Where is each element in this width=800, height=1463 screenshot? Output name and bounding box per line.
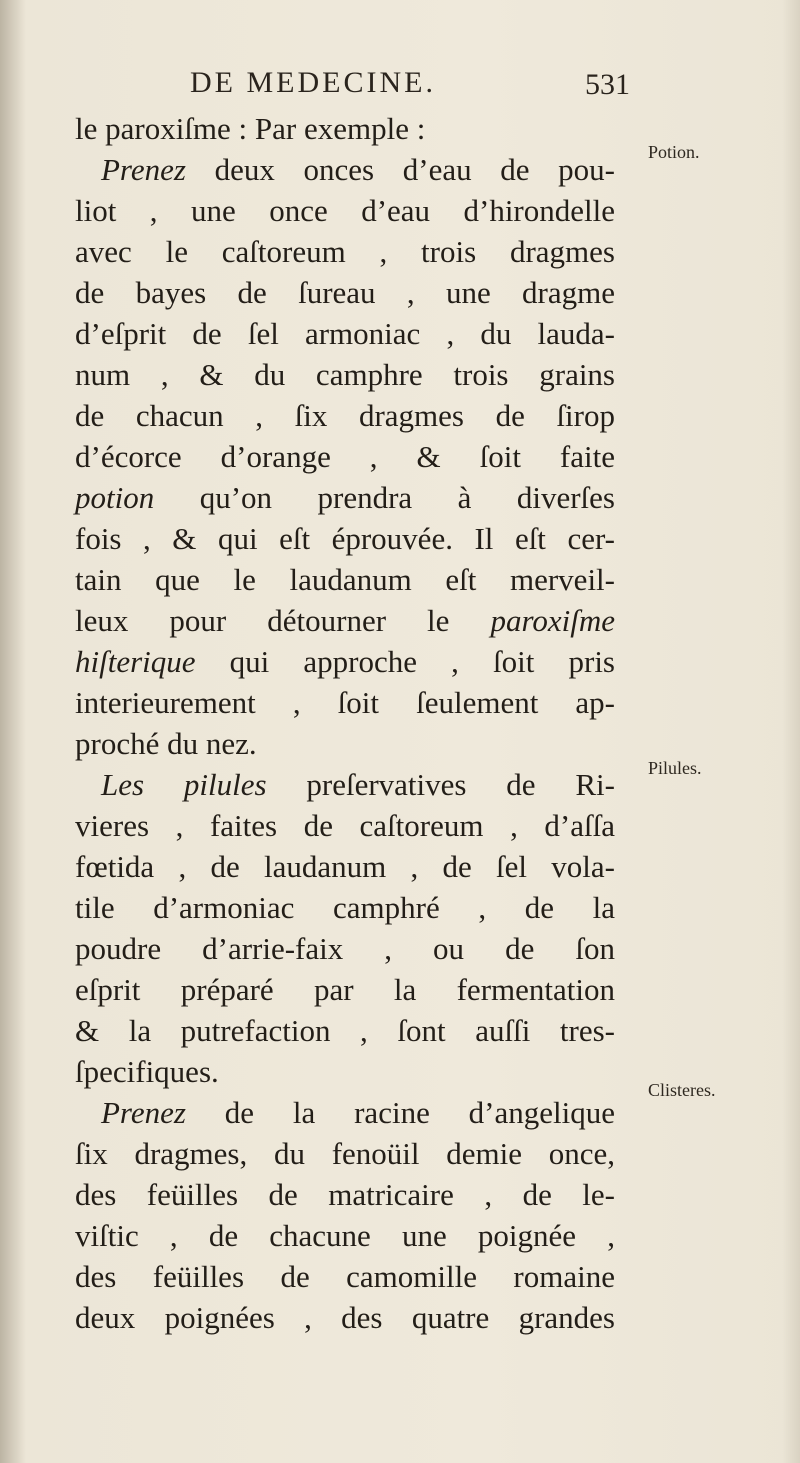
text-segment: fois , & qui eſt éprouvée. Il eſt cer-	[75, 521, 615, 556]
text-segment: tile d’armoniac camphré , de la	[75, 890, 615, 925]
text-line	[75, 108, 615, 149]
page-number: 531	[585, 68, 630, 101]
text-line	[75, 518, 615, 559]
text-line	[75, 1051, 615, 1092]
text-line	[75, 395, 615, 436]
text-segment: vieres , faites de caſtoreum , d’aſſa	[75, 808, 615, 843]
text-segment: leux pour détourner le	[75, 603, 491, 638]
text-segment: poudre d’arrie-faix , ou de ſon	[75, 931, 615, 966]
text-segment: deux poignées , des quatre grandes	[75, 1300, 615, 1335]
italic-segment: hiſterique	[75, 644, 196, 679]
running-title: DE MEDECINE.	[190, 66, 436, 99]
text-line	[75, 723, 615, 764]
text-segment: preſervatives de Ri-	[266, 767, 615, 802]
text-segment: des feüilles de matricaire , de le-	[75, 1177, 615, 1212]
text-segment: ſpecifiques.	[75, 1054, 219, 1089]
text-segment: eſprit préparé par la fermentation	[75, 972, 615, 1007]
text-line	[75, 354, 615, 395]
text-line	[75, 231, 615, 272]
text-segment: tain que le laudanum eſt merveil-	[75, 562, 615, 597]
text-segment: interieurement , ſoit ſeulement ap-	[75, 685, 615, 720]
italic-segment: paroxiſme	[490, 603, 615, 638]
text-segment: qu’on prendra à diverſes	[154, 480, 615, 515]
text-segment: viſtic , de chacune une poignée ,	[75, 1218, 615, 1253]
text-segment: deux onces d’eau de pou-	[185, 152, 615, 187]
margin-note-clisteres: Clisteres.	[648, 1080, 716, 1100]
text-segment: d’écorce d’orange , & ſoit faite	[75, 439, 615, 474]
text-line	[75, 641, 615, 682]
text-line	[75, 682, 615, 723]
text-segment: ſix dragmes, du fenoüil demie once,	[75, 1136, 615, 1171]
text-segment: liot , une once d’eau d’hirondelle	[75, 193, 615, 228]
text-segment: de chacun , ſix dragmes de ſirop	[75, 398, 615, 433]
italic-segment: Les pilules	[101, 767, 267, 802]
text-line	[75, 190, 615, 231]
text-line	[75, 272, 615, 313]
text-line	[75, 928, 615, 969]
italic-segment: Prenez	[101, 1095, 186, 1130]
text-line	[75, 1092, 615, 1133]
text-line	[75, 1297, 615, 1338]
text-line	[75, 1010, 615, 1051]
text-segment: de bayes de ſureau , une dragme	[75, 275, 615, 310]
page-gutter	[0, 0, 26, 1463]
italic-segment: Prenez	[101, 152, 186, 187]
text-line	[75, 1256, 615, 1297]
margin-note-potion: Potion.	[648, 142, 700, 162]
italic-segment: potion	[75, 480, 155, 515]
text-segment: d’eſprit de ſel armoniac , du lauda-	[75, 316, 615, 351]
text-segment: avec le caſtoreum , trois dragmes	[75, 234, 615, 269]
text-line	[75, 149, 615, 190]
text-line	[75, 1215, 615, 1256]
text-line	[75, 313, 615, 354]
body-text	[75, 108, 615, 1338]
text-line	[75, 887, 615, 928]
text-segment: & la putrefaction , ſont auſſi tres-	[75, 1013, 615, 1048]
text-line	[75, 969, 615, 1010]
page-header	[60, 66, 630, 106]
text-line	[75, 1133, 615, 1174]
text-line	[75, 1174, 615, 1215]
text-segment: des feüilles de camomille romaine	[75, 1259, 615, 1294]
text-line	[75, 477, 615, 518]
margin-note-pilules: Pilules.	[648, 758, 702, 778]
text-segment: qui approche , ſoit pris	[195, 644, 615, 679]
text-line	[75, 559, 615, 600]
text-segment: proché du nez.	[75, 726, 257, 761]
text-line	[75, 600, 615, 641]
text-segment: de la racine d’angelique	[185, 1095, 615, 1130]
text-line	[75, 764, 615, 805]
text-segment: num , & du camphre trois grains	[75, 357, 615, 392]
text-segment: fœtida , de laudanum , de ſel vola-	[75, 849, 615, 884]
page-edge	[782, 0, 800, 1463]
text-line	[75, 436, 615, 477]
text-segment: le paroxiſme : Par exemple :	[75, 111, 426, 146]
text-line	[75, 805, 615, 846]
text-line	[75, 846, 615, 887]
